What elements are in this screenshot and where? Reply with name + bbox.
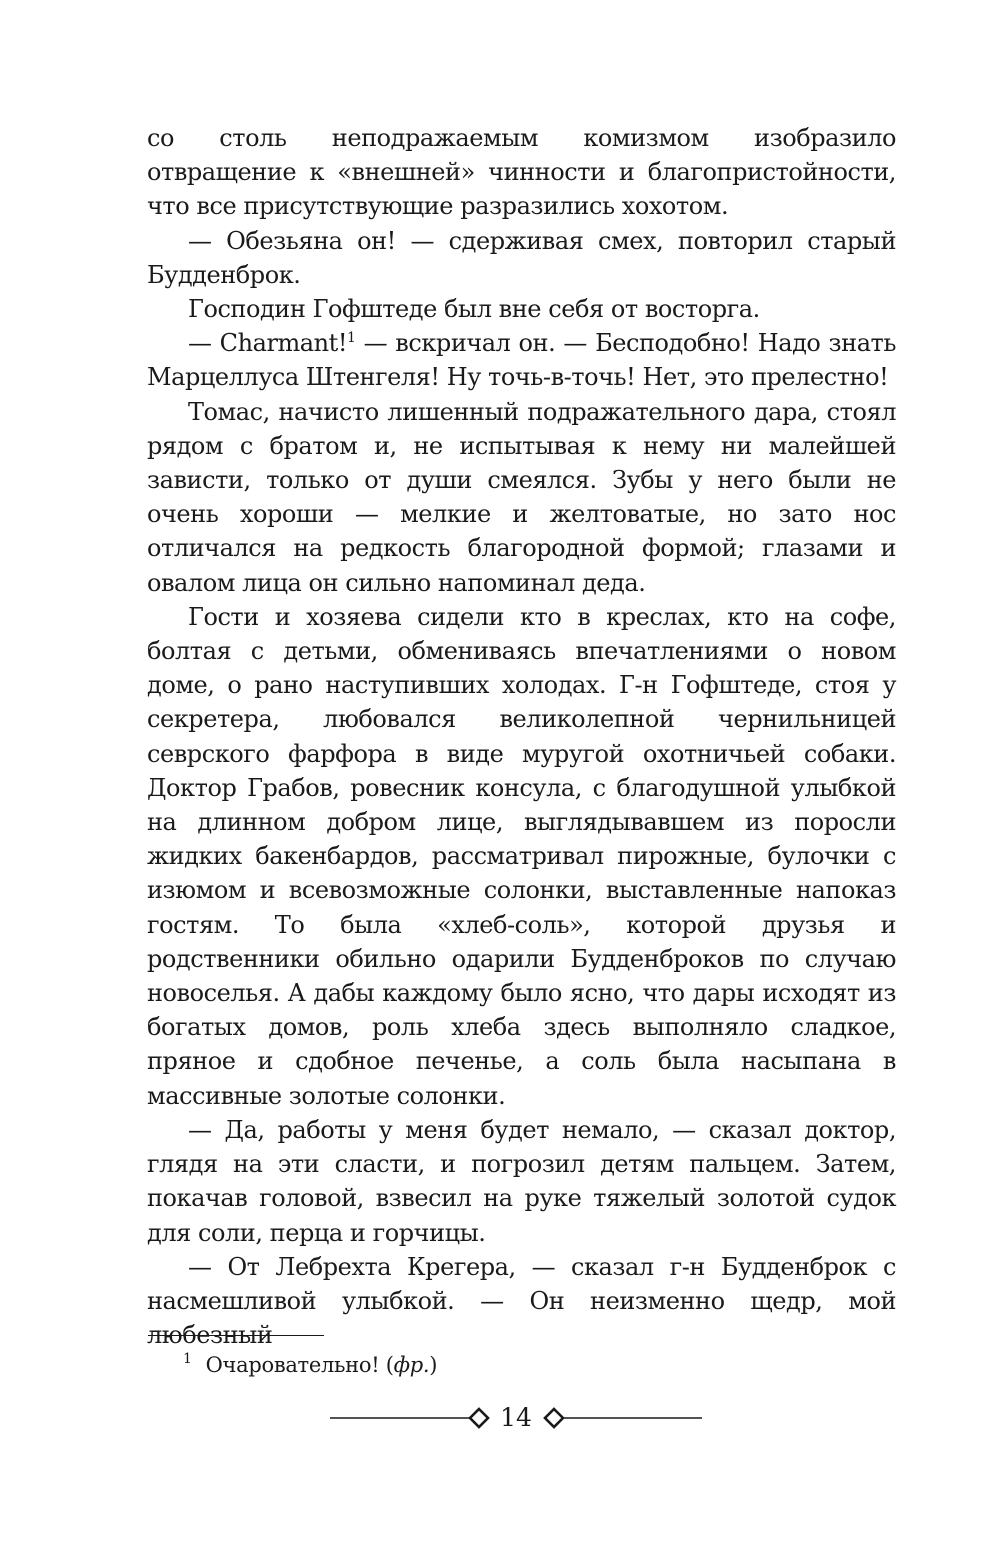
paragraph: Господин Гофштеде был вне себя от восторга.: [188, 295, 760, 324]
footnote-text: Очаровательно! (: [205, 1353, 394, 1377]
paragraph: Томас, начисто лишенный подражательного дара, стоял рядом с братом и, не испытывая к нему ни малейшей зависти, только от души смеялся. Зубы у него были не очень хороши — мелкие и желтоватые, но зато нос отличался на редкость благородной формой; глазами и овалом лица он сильно напоминал деда.: [147, 397, 896, 597]
page-number-ornament: [330, 1398, 702, 1438]
footnote: [183, 1350, 683, 1380]
footnote-reference[interactable]: 1: [347, 330, 356, 347]
paragraph: Гости и хозяева сидели кто в креслах, кто на софе, болтая с детьми, обмениваясь впечатлениями о новом доме, о рано наступивших холодах. Г-н Гофштеде, стоя у секретера, любовался великолепной чернильницей севрского фарфора в виде муругой охотничьей собаки. Доктор Грабов, ровесник консула, с благодушной улыбкой на длинном добром лице, выглядывавшем из поросли жидких бакенбардов, рассматривал пирожные, булочки с изюмом и всевозможные солонки, выставленные напоказ гостям. То была «хлеб-соль», которой друзья и родственники обильно одарили Будденброков по случаю новоселья. А дабы каждому было ясно, что дары исходят из богатых домов, роль хлеба здесь выполняло сладкое, пряное и сдобное печенье, а соль была насыпана в массивные золотые солонки.: [147, 602, 896, 1110]
footnote-close: ): [429, 1353, 438, 1377]
paragraph: со столь неподражаемым комизмом изобразило отвращение к «внешней» чинности и благопристойности, что все присутствующие разразились хохотом.: [147, 124, 896, 221]
paragraph: — От Лебрехта Крегера, — сказал г-н Будденброк с насмешливой улыбкой. — Он неизменно щедр, мой любезный: [147, 1252, 896, 1350]
paragraph-text: — вскричал он. — Бесподобно! Надо знать Марцеллуса Штенгеля! Ну точь-в-точь! Нет, это прелестно!: [147, 329, 896, 392]
body-text: [147, 121, 896, 1352]
page-number: 14: [500, 1403, 532, 1432]
footnote-divider: [148, 1335, 324, 1336]
paragraph: — Обезьяна он! — сдерживая смех, повторил старый Будденброк.: [147, 226, 896, 289]
footnote-abbreviation: фр.: [393, 1353, 430, 1377]
paragraph: [147, 326, 896, 394]
paragraph: — Да, работы у меня будет немало, — сказал доктор, глядя на эти сласти, и погрозил детям пальцем. Затем, покачав головой, взвесил на руке тяжелый золотой судок для соли, перца и горчицы.: [147, 1115, 896, 1247]
paragraph-text: — Charmant!: [188, 329, 348, 358]
footnote-mark: 1: [183, 1351, 192, 1367]
